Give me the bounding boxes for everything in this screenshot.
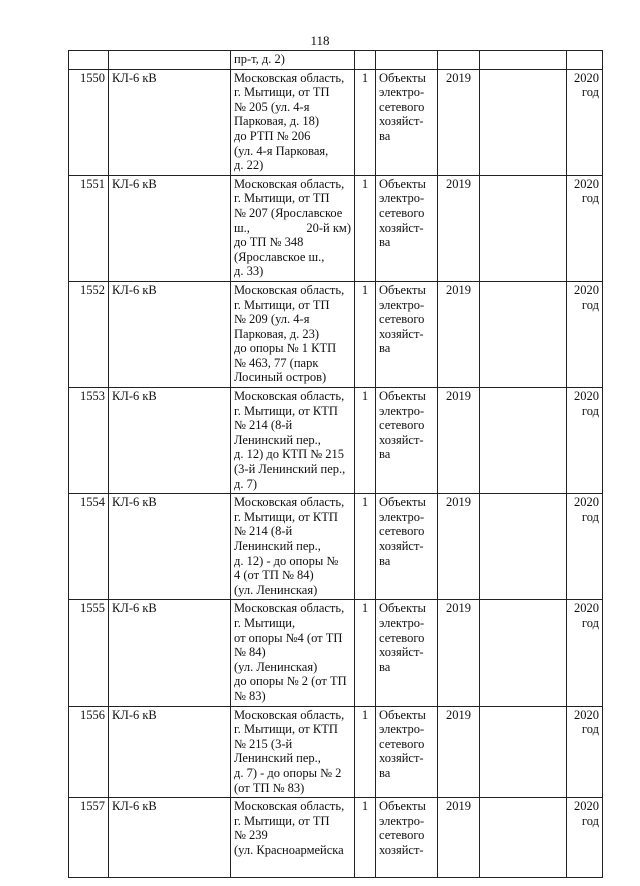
address-line: № 214 (8-й: [234, 418, 293, 433]
category-line: ва: [379, 341, 391, 356]
address-line: Парковая, д. 18): [234, 114, 320, 129]
category-line: электро-: [379, 509, 425, 524]
row-number-cell: 1557: [69, 798, 109, 878]
object-type-cell: КЛ-6 кВ: [109, 388, 231, 494]
category-line: сетевого: [379, 524, 425, 539]
category-cell: [376, 600, 438, 706]
category-line: ва: [379, 447, 391, 462]
quantity-cell: 1: [355, 388, 376, 494]
category-line: хозяйст-: [379, 539, 424, 553]
category-line: Объекты: [379, 495, 426, 510]
category-line: хозяйст-: [379, 432, 424, 447]
object-type-cell: КЛ-6 кВ: [109, 600, 231, 706]
year-final-line: 2020: [574, 282, 599, 297]
category-line: хозяйст-: [379, 645, 424, 660]
address-line: № 463, 77 (парк: [234, 355, 319, 370]
category-cell: [376, 175, 438, 281]
year-final-cell: [567, 798, 603, 878]
category-line: ва: [379, 553, 391, 568]
continuation-row: [69, 51, 603, 70]
category-line: Объекты: [379, 601, 426, 616]
address-cell: [231, 600, 355, 706]
address-line: № 205 (ул. 4-я: [234, 99, 310, 114]
address-line: до опоры № 1 КТП: [234, 341, 337, 356]
address-line: Московская область,: [234, 495, 345, 510]
category-line: Объекты: [379, 799, 426, 814]
year-final-line: год: [581, 191, 599, 206]
year-final-cell: [567, 600, 603, 706]
address-line: Московская область,: [234, 70, 345, 85]
year-plan-cell: 2019: [438, 798, 480, 878]
address-line: г. Мытищи,: [234, 615, 296, 630]
category-line: сетевого: [379, 418, 425, 433]
address-line: (ул. Красноармейска: [234, 842, 344, 857]
category-cell: [376, 69, 438, 175]
address-line: № 209 (ул. 4-я: [234, 312, 310, 327]
year-plan-cell: 2019: [438, 706, 480, 798]
year-final-line: год: [581, 297, 599, 312]
address-line: (Ярославское ш.,: [234, 249, 325, 264]
category-cell: [376, 798, 438, 878]
address-cell: [231, 706, 355, 798]
address-cell: [231, 494, 355, 600]
year-final-cell: [567, 69, 603, 175]
address-cell: [231, 69, 355, 175]
address-line: до ТП № 348: [234, 235, 304, 250]
category-line: электро-: [379, 813, 425, 828]
category-line: сетевого: [379, 99, 425, 114]
row-number-cell: 1552: [69, 281, 109, 387]
year-final-line: год: [581, 403, 599, 418]
empty-cell: [480, 388, 567, 494]
year-final-cell: [567, 388, 603, 494]
row-number-cell: 1555: [69, 600, 109, 706]
empty-cell: [480, 69, 567, 175]
address-line: № 214 (8-й: [234, 524, 293, 539]
category-line: Объекты: [379, 389, 426, 404]
year-final-line: 2020: [574, 495, 599, 510]
year-final-line: 2020: [574, 601, 599, 616]
address-line: г. Мытищи, от ТП: [234, 297, 330, 312]
quantity-cell: 1: [355, 798, 376, 878]
address-line: г. Мытищи, от КТП: [234, 509, 338, 524]
address-line: д. 12) до КТП № 215: [234, 447, 345, 462]
year-plan-cell: 2019: [438, 600, 480, 706]
category-line: Объекты: [379, 282, 426, 297]
quantity-cell: 1: [355, 281, 376, 387]
address-line: г. Мытищи, от ТП: [234, 813, 330, 828]
address-line: Московская область,: [234, 389, 345, 404]
registry-table: [68, 50, 603, 878]
address-cell: [231, 798, 355, 878]
category-line: сетевого: [379, 736, 425, 751]
table-row: [69, 175, 603, 281]
category-line: Объекты: [379, 70, 426, 85]
continuation-address: пр-т, д. 2): [231, 51, 355, 70]
address-line: № 239: [234, 828, 268, 843]
year-plan-cell: 2019: [438, 494, 480, 600]
category-line: хозяйст-: [379, 751, 424, 766]
address-line: № 83): [234, 688, 266, 703]
address-line: г. Мытищи, от КТП: [234, 722, 338, 737]
empty-cell: [480, 798, 567, 878]
quantity-cell: 1: [355, 69, 376, 175]
year-final-line: год: [581, 509, 599, 524]
category-line: Объекты: [379, 176, 426, 191]
category-line: сетевого: [379, 312, 425, 327]
address-line: Лосиный остров): [234, 370, 327, 385]
empty-cell: [480, 494, 567, 600]
category-line: сетевого: [379, 205, 425, 220]
table-row: [69, 388, 603, 494]
address-line: до опоры № 2 (от ТП: [234, 674, 347, 689]
object-type-cell: КЛ-6 кВ: [109, 281, 231, 387]
category-line: хозяйст-: [379, 842, 424, 857]
category-line: электро-: [379, 297, 425, 312]
year-plan-cell: 2019: [438, 388, 480, 494]
category-cell: [376, 706, 438, 798]
address-line: № 215 (3-й: [234, 736, 293, 751]
address-line: № 207 (Ярославское: [234, 205, 343, 220]
year-final-line: год: [581, 722, 599, 737]
address-line: Московская область,: [234, 282, 345, 297]
page-number: 118: [310, 33, 330, 48]
quantity-cell: 1: [355, 600, 376, 706]
address-line: д. 7) - до опоры № 2: [234, 765, 342, 780]
address-line: (от ТП № 83): [234, 780, 305, 795]
category-cell: [376, 494, 438, 600]
year-plan-cell: 2019: [438, 281, 480, 387]
category-line: электро-: [379, 191, 425, 206]
category-line: электро-: [379, 722, 425, 737]
category-line: Объекты: [379, 707, 426, 722]
address-line: Ленинский пер.,: [234, 432, 321, 447]
year-final-line: 2020: [574, 70, 599, 85]
category-line: хозяйст-: [379, 220, 424, 235]
year-final-line: 2020: [574, 707, 599, 722]
address-line: Московская область,: [234, 707, 345, 722]
object-type-cell: КЛ-6 кВ: [109, 175, 231, 281]
quantity-cell: 1: [355, 494, 376, 600]
category-line: электро-: [379, 85, 425, 100]
row-number-cell: 1556: [69, 706, 109, 798]
object-type-cell: КЛ-6 кВ: [109, 494, 231, 600]
object-type-cell: КЛ-6 кВ: [109, 706, 231, 798]
quantity-cell: 1: [355, 706, 376, 798]
row-number-cell: 1553: [69, 388, 109, 494]
quantity-cell: 1: [355, 175, 376, 281]
year-final-cell: [567, 706, 603, 798]
category-line: сетевого: [379, 630, 425, 645]
year-final-cell: [567, 494, 603, 600]
table-row: [69, 600, 603, 706]
address-line: г. Мытищи, от КТП: [234, 403, 338, 418]
address-line: Ленинский пер.,: [234, 539, 321, 553]
category-line: ва: [379, 128, 391, 143]
object-type-cell: КЛ-6 кВ: [109, 798, 231, 878]
table-row: [69, 281, 603, 387]
category-line: хозяйст-: [379, 114, 424, 129]
address-line: Ленинский пер.,: [234, 751, 321, 766]
year-plan-cell: 2019: [438, 175, 480, 281]
empty-cell: [480, 706, 567, 798]
table-row: [69, 798, 603, 878]
table-row: [69, 69, 603, 175]
row-number-cell: 1551: [69, 175, 109, 281]
address-line: (ул. 4-я Парковая,: [234, 143, 329, 158]
category-line: электро-: [379, 615, 425, 630]
address-line: (3-й Ленинский пер.,: [234, 462, 346, 477]
category-cell: [376, 388, 438, 494]
category-cell: [376, 281, 438, 387]
address-line: (ул. Ленинская): [234, 659, 318, 674]
address-line: до РТП № 206: [234, 128, 311, 143]
address-line: Парковая, д. 23): [234, 326, 320, 341]
category-line: ва: [379, 235, 391, 250]
empty-cell: [480, 600, 567, 706]
table-row: [69, 494, 603, 600]
empty-cell: [480, 175, 567, 281]
object-type-cell: КЛ-6 кВ: [109, 69, 231, 175]
category-line: электро-: [379, 403, 425, 418]
address-line-part: ш.,: [234, 220, 250, 235]
address-line: № 84): [234, 645, 266, 660]
category-line: сетевого: [379, 828, 425, 843]
year-final-line: год: [581, 615, 599, 630]
address-line-part: 20-й км): [306, 220, 351, 235]
address-line: (ул. Ленинская): [234, 582, 318, 597]
address-line: Московская область,: [234, 601, 345, 616]
empty-cell: [480, 281, 567, 387]
address-line: д. 22): [234, 158, 264, 173]
address-line: Московская область,: [234, 799, 345, 814]
row-number-cell: 1550: [69, 69, 109, 175]
address-cell: [231, 175, 355, 281]
address-line: [234, 221, 351, 236]
table-row: [69, 706, 603, 798]
year-final-line: год: [581, 813, 599, 828]
year-final-line: 2020: [574, 389, 599, 404]
year-final-cell: [567, 175, 603, 281]
address-line: д. 33): [234, 264, 264, 279]
address-line: Московская область,: [234, 176, 345, 191]
year-final-line: 2020: [574, 176, 599, 191]
address-line: д. 7): [234, 476, 258, 491]
category-line: ва: [379, 765, 391, 780]
category-line: ва: [379, 659, 391, 674]
year-final-line: 2020: [574, 799, 599, 814]
address-line: д. 12) - до опоры №: [234, 553, 339, 568]
address-line: от опоры №4 (от ТП: [234, 630, 343, 645]
address-line: г. Мытищи, от ТП: [234, 85, 330, 100]
address-cell: [231, 388, 355, 494]
year-final-line: год: [581, 85, 599, 100]
address-line: 4 (от ТП № 84): [234, 568, 314, 583]
year-final-cell: [567, 281, 603, 387]
year-plan-cell: 2019: [438, 69, 480, 175]
address-line: г. Мытищи, от ТП: [234, 191, 330, 206]
row-number-cell: 1554: [69, 494, 109, 600]
address-cell: [231, 281, 355, 387]
category-line: хозяйст-: [379, 326, 424, 341]
